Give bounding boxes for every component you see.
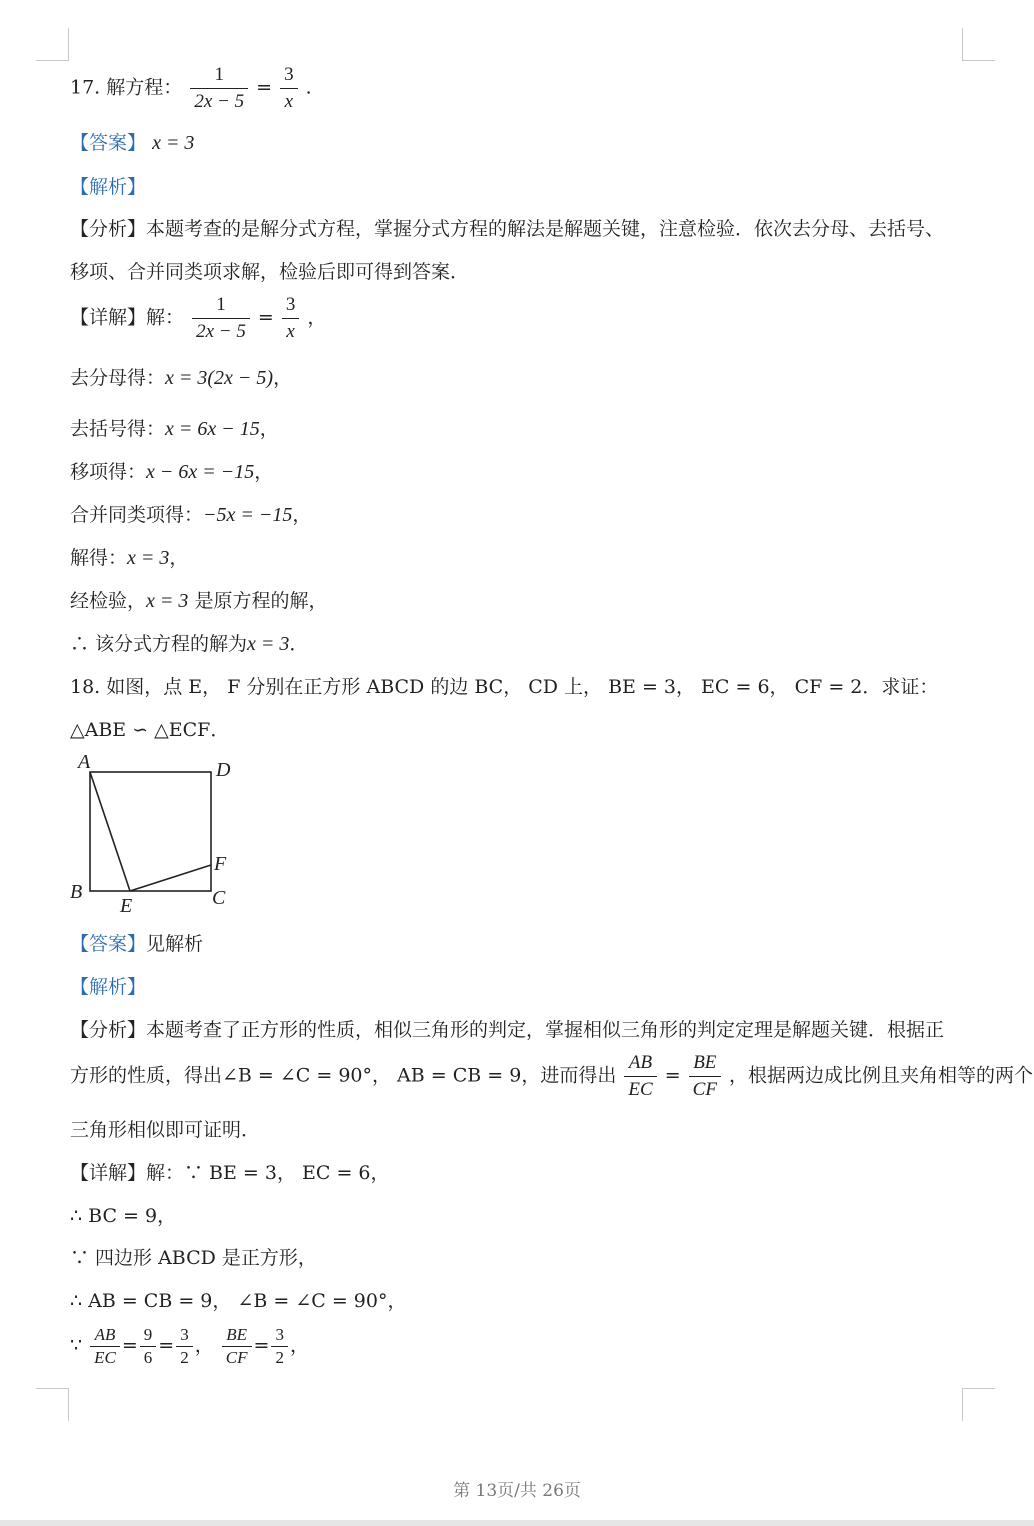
q18-fenxi-line3: 三角形相似即可证明． [70, 1119, 261, 1141]
q17-step-4: 合并同类项得：−5x = −15， [70, 504, 312, 526]
crop-mark-bottom-right [962, 1388, 995, 1421]
q17-step-6: 经检验，x = 3 是原方程的解， [70, 590, 328, 612]
q17-analysis-label: 【解析】 [70, 176, 147, 198]
label-d: D [216, 759, 231, 781]
q18-analysis-label: 【解析】 [70, 976, 147, 998]
label-c: C [212, 887, 226, 909]
crop-mark-top-left [36, 28, 69, 61]
q18-fraction-ab-ec: $\frac{AB}{EC}$ [624, 1050, 656, 1103]
segment-ef [130, 865, 211, 891]
crop-mark-top-right [962, 28, 995, 61]
segment-ae [90, 772, 130, 891]
q18-fenxi-line2: 方形的性质，得出∠B = ∠C = 90°， AB = CB = 9，进而得出 $\frac{AB}{EC}$ = $\frac{BE}{CF}$ ，根据两边成比例且夹角相等的两个 [70, 1050, 1033, 1103]
q17-fenxi-line1: 【分析】本题考查的是解分式方程，掌握分式方程的解法是解题关键，注意检验．依次去分母、去括号、 [70, 218, 945, 240]
square-abcd [90, 772, 211, 891]
q18-d5-frac-9-6: $\frac{9}{6}$ [140, 1324, 157, 1369]
q17-fraction-right: $\frac{3}{x}$ [280, 62, 298, 115]
q17-fraction-left: $\frac{1}{2x - 5}$ [190, 62, 248, 115]
label-f: F [214, 853, 227, 875]
q18-fraction-be-cf: $\frac{BE}{CF}$ [689, 1050, 721, 1103]
q17-step-5: 解得：x = 3， [70, 547, 189, 569]
q17-detail-fraction-left: $\frac{1}{2x - 5}$ [192, 292, 250, 345]
label-b: B [70, 881, 83, 903]
q18-d5-frac-3-2b: $\frac{3}{2}$ [271, 1324, 288, 1369]
q18-answer: 【答案】见解析 [70, 933, 204, 955]
page-bottom-band [0, 1520, 1034, 1526]
label-a: A [78, 751, 91, 773]
q17-stem: 17. 解方程： $\frac{1}{2x - 5}$ = $\frac{3}{x}$ . [70, 62, 312, 115]
q18-stem-line2: △ABE ∽ △ECF． [70, 719, 230, 741]
q18-detail-4: ∴ AB = CB = 9， ∠B = ∠C = 90°， [70, 1290, 407, 1312]
q18-detail-5: ∵ $\frac{AB}{EC}$ = $\frac{9}{6}$ = $\frac{3}{2}$ ， $\frac{BE}{CF}$ = $\frac{3}{2}$ ， [70, 1325, 309, 1367]
q18-detail-2: ∴ BC = 9， [70, 1205, 177, 1227]
q18-d5-frac-3-2: $\frac{3}{2}$ [176, 1324, 193, 1369]
q17-detail-fraction-right: $\frac{3}{x}$ [282, 292, 300, 345]
square-figure [62, 748, 242, 920]
q18-stem-line1: 18. 如图，点 E， F 分别在正方形 ABCD 的边 BC， CD 上， BE = 3， EC = 6， CF = 2．求证： [70, 676, 939, 698]
q18-fenxi-line1: 【分析】本题考查了正方形的性质，相似三角形的判定，掌握相似三角形的判定定理是解题关键．根据正 [70, 1019, 945, 1041]
crop-mark-bottom-left [36, 1388, 69, 1421]
label-e: E [120, 895, 133, 917]
q18-d5-frac-be-cf: $\frac{BE}{CF}$ [222, 1324, 252, 1369]
q17-answer: 【答案】 x = 3 [70, 132, 195, 154]
q18-detail-1: 【详解】解：∵ BE = 3， EC = 6， [70, 1162, 390, 1184]
q17-step-7: ∴ 该分式方程的解为x = 3． [70, 633, 309, 655]
q17-step-3: 移项得：x − 6x = −15， [70, 461, 274, 483]
q17-detail-equation: 【详解】解： $\frac{1}{2x - 5}$ = $\frac{3}{x}$ ， [70, 292, 326, 345]
q18-detail-3: ∵ 四边形 ABCD 是正方形， [70, 1247, 317, 1269]
q17-step-1: 去分母得：x = 3(2x − 5)， [70, 367, 293, 389]
page-footer: 第 13页/共 26页 [453, 1481, 581, 1501]
q18-d5-frac-ab-ec: $\frac{AB}{EC}$ [90, 1324, 120, 1369]
q17-step-2: 去括号得：x = 6x − 15， [70, 418, 279, 440]
q17-fenxi-line2: 移项、合并同类项求解，检验后即可得到答案． [70, 261, 470, 283]
